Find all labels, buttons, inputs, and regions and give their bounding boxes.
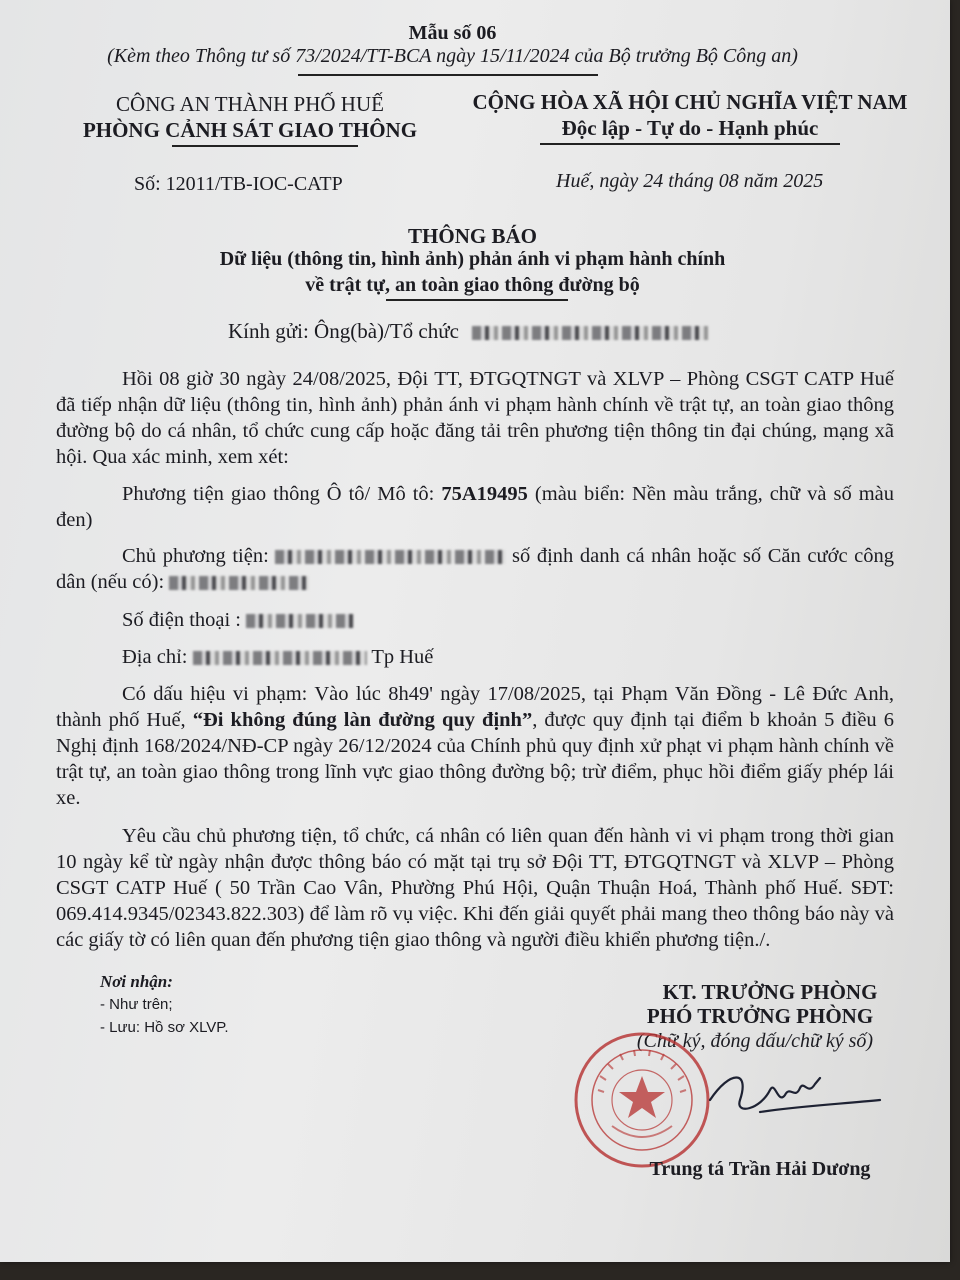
document-subtitle-1: Dữ liệu (thông tin, hình ảnh) phản ánh vi phạm hành chính <box>219 248 726 270</box>
form-number: Mẫu số 06 <box>408 22 497 44</box>
motto-underline <box>540 143 840 145</box>
vehicle-paragraph <box>56 481 894 533</box>
redacted-owner <box>275 550 505 564</box>
phone-line <box>56 607 894 633</box>
signature-icon <box>700 1060 890 1130</box>
agency-name: PHÒNG CẢNH SÁT GIAO THÔNG <box>82 118 418 142</box>
agency-parent: CÔNG AN THÀNH PHỐ HUẾ <box>116 92 384 116</box>
redacted-phone <box>246 614 354 628</box>
document-number: Số: 12011/TB-IOC-CATP <box>134 173 343 195</box>
violation-name: “Đi không đúng làn đường quy định” <box>192 709 533 731</box>
title-underline <box>386 299 568 301</box>
violation-intro: Có dấu hiệu vi phạm: Vào lúc 8h49' ngày 17/08/2025, tại Phạm Văn Đồng - Lê Đức Anh, thành phố Huế, <box>56 683 894 731</box>
intro-paragraph <box>56 366 894 470</box>
redacted-id <box>169 576 309 590</box>
plate-color: (màu biển: Nền màu trắng, chữ và số màu đen) <box>56 483 894 531</box>
redacted-address <box>193 651 367 665</box>
agency-underline <box>172 145 358 147</box>
nation-name: CỘNG HÒA XÃ HỘI CHỦ NGHĨA VIỆT NAM <box>472 90 908 114</box>
redacted-name <box>472 326 708 340</box>
owner-id-label: số định danh cá nhân hoặc số Căn cước công dân (nếu có): <box>56 545 894 593</box>
official-seal-icon <box>572 1030 712 1170</box>
phone-label: Số điện thoại : <box>122 609 247 631</box>
owner-paragraph <box>56 543 894 595</box>
intro-text: Hồi 08 giờ 30 ngày 24/08/2025, Đội TT, ĐTGQTNGT và XLVP – Phòng CSGT CATP Huế đã tiếp nhận dữ liệu (thông tin, hình ảnh) phản ánh vi phạm hành chính về trật tự, an toàn giao thông đường bộ do cá nhân, tổ chức cung cấp hoặc đăng tải trên phương tiện thông tin đại chúng, mạng xã hội. Qua xác minh, xem xét: <box>56 368 894 468</box>
recipient-item: - Lưu: Hồ sơ XLVP. <box>100 1019 229 1036</box>
recipient-label: Kính gửi: Ông(bà)/Tổ chức <box>228 319 459 343</box>
address-line <box>56 644 894 670</box>
address-city: Tp Huế <box>366 646 434 668</box>
vehicle-label: Phương tiện giao thông Ô tô/ Mô tô: <box>122 483 442 505</box>
sign-role-1: KT. TRƯỞNG PHÒNG <box>662 980 878 1004</box>
attached-note: (Kèm theo Thông tư số 73/2024/TT-BCA ngày 15/11/2024 của Bộ trưởng Bộ Công an) <box>107 45 798 67</box>
document-title: THÔNG BÁO <box>408 224 537 248</box>
signer-name: Trung tá Trần Hải Dương <box>649 1158 871 1180</box>
sign-role-2: PHÓ TRƯỞNG PHÒNG <box>646 1004 874 1028</box>
address-label: Địa chỉ: <box>122 646 193 668</box>
document-subtitle-2: về trật tự, an toàn giao thông đường bộ <box>305 274 640 296</box>
sign-note: (Chữ ký, đóng dấu/chữ ký số) <box>636 1030 874 1052</box>
violation-legal-basis: , được quy định tại điểm b khoản 5 điều 6 Nghị định 168/2024/NĐ-CP ngày 26/12/2024 của Chính phủ quy định xử phạt vi phạm hành chính về trật tự, an toàn giao thông trong lĩnh vực giao thông đường bộ; trừ điểm, phục hồi điểm giấy phép lái xe. <box>56 709 894 809</box>
recipient-item: - Như trên; <box>100 996 173 1013</box>
request-paragraph <box>56 823 894 953</box>
recipients-title: Nơi nhận: <box>100 972 173 991</box>
request-text: Yêu cầu chủ phương tiện, tổ chức, cá nhân có liên quan đến hành vi vi phạm trong thời gian 10 ngày kể từ ngày nhận được thông báo có mặt tại trụ sở Đội TT, ĐTGQTNGT và XLVP – Phòng CSGT CATP Huế ( 50 Trần Cao Vân, Phường Phú Hội, Quận Thuận Hoá, Thành phố Huế. SĐT: 069.414.9345/02343.822.303) để làm rõ vụ việc. Khi đến giải quyết phải mang theo thông báo này và các giấy tờ có liên quan đến phương tiện giao thông và người điều khiển phương tiện./. <box>56 825 894 951</box>
motto: Độc lập - Tự do - Hạnh phúc <box>561 116 819 140</box>
recipient-line <box>228 319 708 344</box>
divider <box>298 74 598 76</box>
owner-label: Chủ phương tiện: <box>122 545 276 567</box>
place-date: Huế, ngày 24 tháng 08 năm 2025 <box>556 170 824 192</box>
license-plate: 75A19495 <box>441 483 528 505</box>
violation-paragraph <box>56 681 894 811</box>
